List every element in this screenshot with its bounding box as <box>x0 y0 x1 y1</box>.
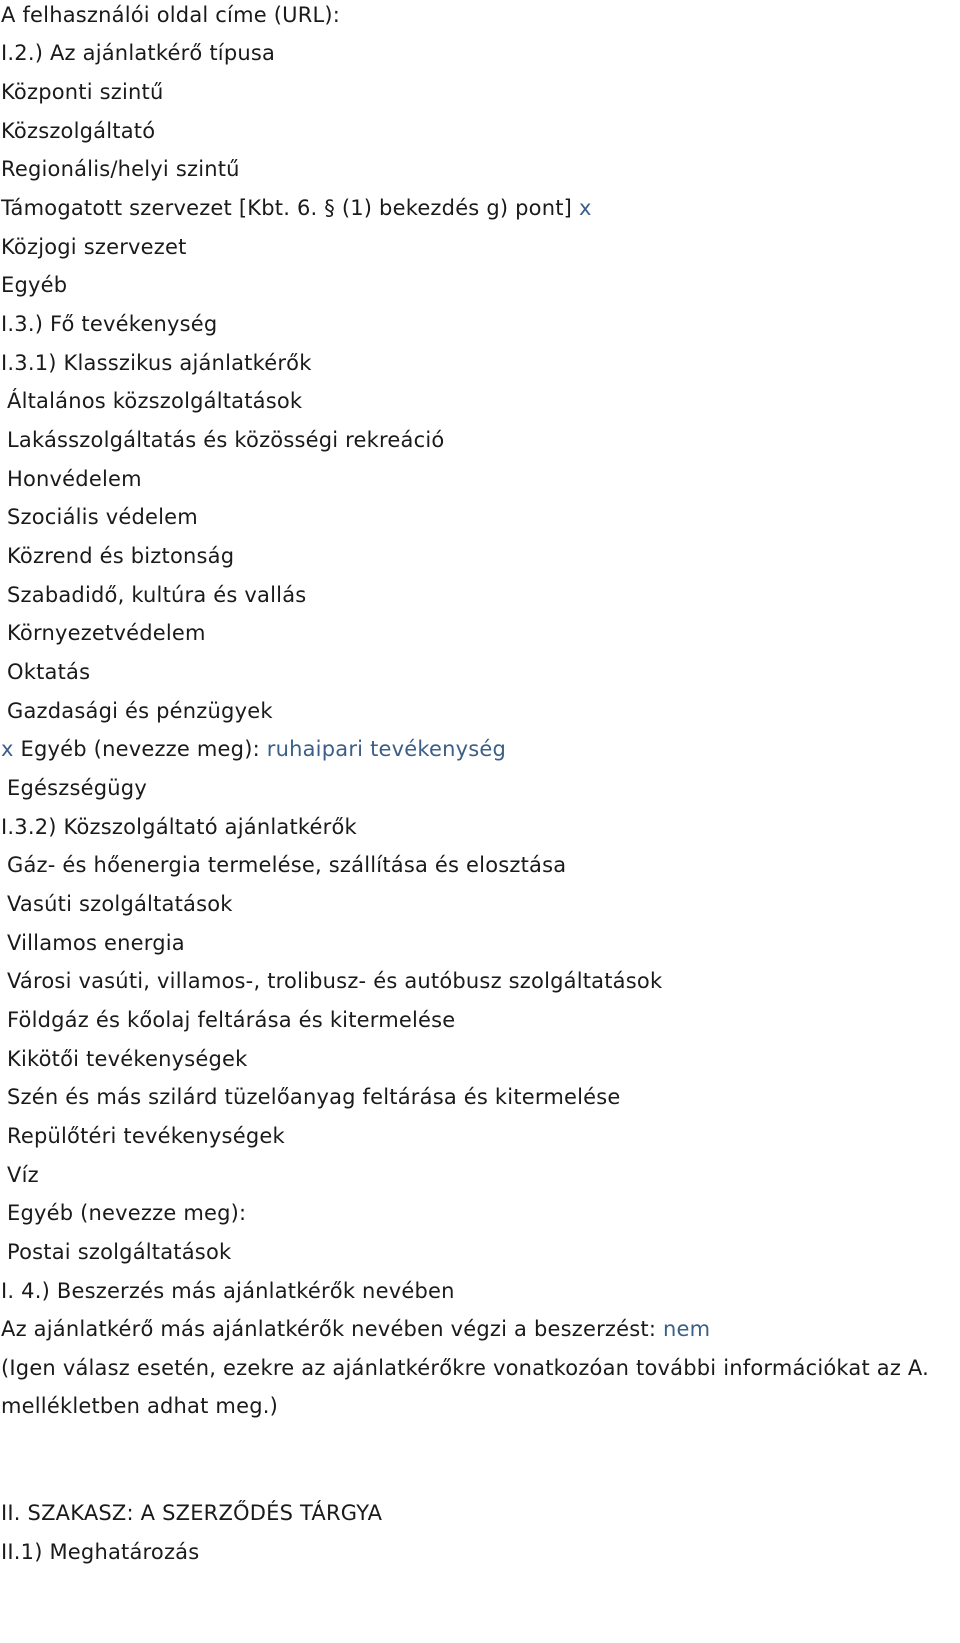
activity-item: Közrend és biztonság <box>7 544 235 568</box>
activity-item-egyeb <box>1 734 506 764</box>
section-heading-1-3: I.3.) Fő tevékenység <box>1 312 218 336</box>
activity-item: Egészségügy <box>7 776 147 800</box>
option-kozponti: Központi szintű <box>1 80 164 104</box>
activity-item: Szabadidő, kultúra és vallás <box>7 583 307 607</box>
activity-item: Honvédelem <box>7 467 142 491</box>
utility-item: Városi vasúti, villamos-, trolibusz- és autóbusz szolgáltatások <box>7 969 663 993</box>
section-heading-1-3-1: I.3.1) Klasszikus ajánlatkérők <box>1 351 312 375</box>
activity-item: Oktatás <box>7 660 91 684</box>
on-behalf-value: nem <box>663 1317 711 1341</box>
utility-item: Vasúti szolgáltatások <box>7 892 233 916</box>
activity-item: Általános közszolgáltatások <box>7 389 303 413</box>
option-kozszolgaltato: Közszolgáltató <box>1 119 156 143</box>
section-heading-2-1: II.1) Meghatározás <box>1 1540 200 1564</box>
utility-item: Gáz- és hőenergia termelése, szállítása és elosztása <box>7 853 567 877</box>
option-tamogatott-label: Támogatott szervezet [Kbt. 6. § (1) bekezdés g) pont] <box>1 196 573 220</box>
activity-egyeb-value: ruhaipari tevékenység <box>266 737 507 761</box>
selected-mark: x <box>578 196 592 220</box>
option-tamogatott <box>1 193 592 223</box>
selected-mark: x <box>1 737 14 761</box>
section-heading-2: II. SZAKASZ: A SZERZŐDÉS TÁRGYA <box>1 1501 383 1525</box>
section-heading-1-4: I. 4.) Beszerzés más ajánlatkérők nevében <box>1 1279 455 1303</box>
utility-item: Egyéb (nevezze meg): <box>7 1201 247 1225</box>
yes-answer-note: (Igen válasz esetén, ezekre az ajánlatkérőkre vonatkozóan további információkat az A. mellékletben adhat meg.) <box>1 1356 930 1418</box>
option-regionalis: Regionális/helyi szintű <box>1 157 240 181</box>
utility-item: Szén és más szilárd tüzelőanyag feltárása és kitermelése <box>7 1085 621 1109</box>
on-behalf-statement <box>1 1314 710 1344</box>
option-egyeb: Egyéb <box>1 273 68 297</box>
utility-item: Víz <box>7 1163 39 1187</box>
on-behalf-label: Az ajánlatkérő más ajánlatkérők nevében végzi a beszerzést: <box>1 1317 657 1341</box>
activity-item: Környezetvédelem <box>7 621 206 645</box>
activity-item: Gazdasági és pénzügyek <box>7 699 273 723</box>
activity-egyeb-label: Egyéb (nevezze meg): <box>20 737 260 761</box>
section-heading-1-2: I.2.) Az ajánlatkérő típusa <box>1 41 276 65</box>
activity-item: Szociális védelem <box>7 505 198 529</box>
utility-item: Földgáz és kőolaj feltárása és kitermelése <box>7 1008 456 1032</box>
utility-item: Villamos energia <box>7 931 185 955</box>
utility-item: Kikötői tevékenységek <box>7 1047 248 1071</box>
utility-item: Repülőtéri tevékenységek <box>7 1124 285 1148</box>
section-heading-1-3-2: I.3.2) Közszolgáltató ajánlatkérők <box>1 815 357 839</box>
option-kozjogi: Közjogi szervezet <box>1 235 187 259</box>
activity-item: Lakásszolgáltatás és közösségi rekreáció <box>7 428 445 452</box>
url-label: A felhasználói oldal címe (URL): <box>1 3 341 27</box>
utility-item: Postai szolgáltatások <box>7 1240 232 1264</box>
